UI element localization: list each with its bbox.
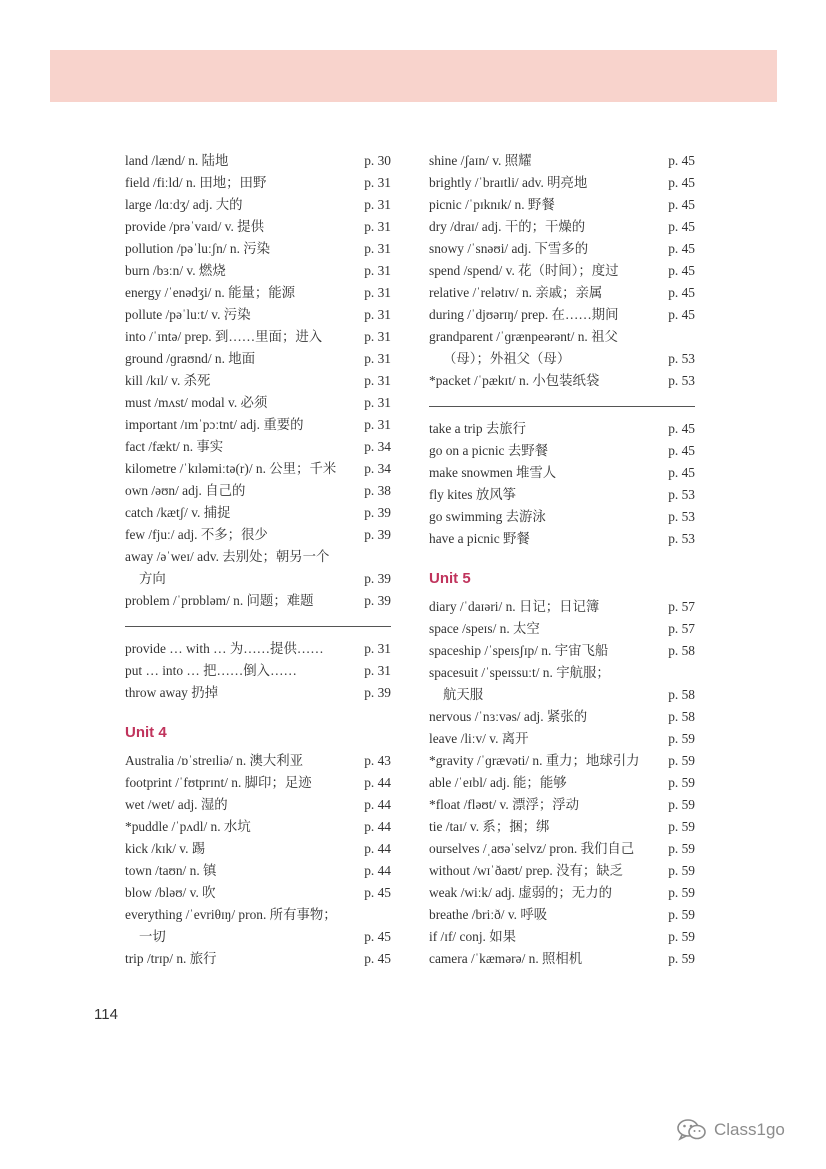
- vocab-entry: [429, 882, 695, 904]
- vocab-entry: [429, 216, 695, 238]
- vocab-word-definition: kill /kɪl/ v. 杀死: [125, 373, 211, 388]
- vocab-word-definition: wet /wet/ adj. 湿的: [125, 797, 228, 812]
- vocab-entry: [125, 392, 391, 414]
- vocab-entry-text: [125, 502, 357, 524]
- vocab-entry-text: [429, 860, 661, 882]
- vocab-entry-text: [429, 528, 661, 550]
- vocab-entry: [429, 860, 695, 882]
- vocab-page-ref: p. 59: [668, 951, 695, 966]
- vocab-entry-text: [429, 304, 661, 326]
- vocab-page-ref: p. 31: [364, 263, 391, 278]
- vocab-entry-text: [429, 326, 661, 370]
- vocab-page-ref: p. 34: [364, 461, 391, 476]
- vocab-entry-text: [429, 238, 661, 260]
- vocab-word-definition: blow /bləʊ/ v. 吹: [125, 885, 216, 900]
- vocab-entry: [125, 436, 391, 458]
- vocab-page-ref: p. 31: [364, 285, 391, 300]
- vocab-word-definition: tie /taɪ/ v. 系；捆；绑: [429, 819, 550, 834]
- vocab-entry: [429, 750, 695, 772]
- vocab-page-ref: p. 43: [364, 753, 391, 768]
- vocab-entry: [125, 750, 391, 772]
- vocab-page-ref: p. 31: [364, 641, 391, 656]
- vocab-entry-text: [429, 418, 661, 440]
- vocab-entry-text: [429, 816, 661, 838]
- vocab-entry-text: [125, 638, 357, 660]
- vocab-entry: [125, 502, 391, 524]
- vocab-page-ref: p. 38: [364, 483, 391, 498]
- vocab-page-ref: p. 58: [668, 643, 695, 658]
- vocab-entry: [125, 682, 391, 704]
- vocab-definition-continuation: （母）；外祖父（母）: [443, 351, 571, 366]
- vocab-word-definition: Australia /ɒˈstreɪliə/ n. 澳大利亚: [125, 753, 304, 768]
- vocab-entry: [125, 216, 391, 238]
- vocab-page-ref: p. 59: [668, 929, 695, 944]
- vocab-page-ref: p. 39: [364, 527, 391, 542]
- vocab-entry-text: [429, 772, 661, 794]
- vocab-page-ref: p. 45: [668, 285, 695, 300]
- vocab-entry: [125, 150, 391, 172]
- vocab-word-definition: important /ɪmˈpɔːtnt/ adj. 重要的: [125, 417, 304, 432]
- vocab-entry: [125, 948, 391, 970]
- vocab-entry-text: [429, 370, 661, 392]
- vocab-entry: [125, 660, 391, 682]
- vocab-page-ref: p. 44: [364, 841, 391, 856]
- vocab-entry: [125, 590, 391, 612]
- vocab-entry-text: [125, 304, 357, 326]
- vocab-page-ref: p. 53: [668, 351, 695, 366]
- vocabulary-column-left: [125, 150, 391, 970]
- vocab-entry: [125, 304, 391, 326]
- vocab-entry-text: [429, 728, 661, 750]
- vocab-page-ref: p. 45: [668, 153, 695, 168]
- vocab-page-ref: p. 39: [364, 593, 391, 608]
- vocab-entry-text: [429, 506, 661, 528]
- vocab-entry-text: [429, 194, 661, 216]
- vocab-word-definition: fact /fækt/ n. 事实: [125, 439, 224, 454]
- vocab-entry-text: [125, 904, 357, 948]
- vocab-page-ref: p. 59: [668, 775, 695, 790]
- vocab-word-definition: few /fjuː/ adj. 不多；很少: [125, 527, 268, 542]
- vocab-page-ref: p. 45: [668, 465, 695, 480]
- vocab-entry: [125, 370, 391, 392]
- vocab-word-definition: town /taʊn/ n. 镇: [125, 863, 217, 878]
- vocab-entry: [125, 816, 391, 838]
- vocab-entry: [429, 172, 695, 194]
- vocab-entry: [429, 794, 695, 816]
- vocab-entry-text: [125, 392, 357, 414]
- vocab-entry: [429, 528, 695, 550]
- vocab-entry: [429, 596, 695, 618]
- wechat-icon: [676, 1118, 708, 1142]
- vocab-entry-text: [429, 150, 661, 172]
- vocab-page-ref: p. 59: [668, 797, 695, 812]
- vocab-page-ref: p. 59: [668, 907, 695, 922]
- vocab-definition-continuation: 航天服: [443, 687, 484, 702]
- vocab-entry-text: [125, 436, 357, 458]
- vocab-entry-text: [125, 524, 357, 546]
- vocab-page-ref: p. 59: [668, 863, 695, 878]
- vocab-entry-text: [429, 706, 661, 728]
- vocab-page-ref: p. 58: [668, 687, 695, 702]
- vocab-entry: [429, 640, 695, 662]
- vocab-page-ref: p. 31: [364, 175, 391, 190]
- vocab-page-ref: p. 59: [668, 753, 695, 768]
- vocab-word-definition: go on a picnic 去野餐: [429, 443, 549, 458]
- vocab-entry: [429, 370, 695, 392]
- vocab-page-ref: p. 44: [364, 775, 391, 790]
- vocab-entry: [125, 772, 391, 794]
- vocab-entry: [429, 506, 695, 528]
- vocab-entry: [125, 282, 391, 304]
- vocab-word-definition: footprint /ˈfʊtprɪnt/ n. 脚印；足迹: [125, 775, 312, 790]
- watermark-text: Class1go: [714, 1120, 785, 1139]
- vocab-entry: [125, 458, 391, 480]
- vocab-page-ref: p. 31: [364, 307, 391, 322]
- vocab-entry: [429, 282, 695, 304]
- vocab-word-definition: energy /ˈenədʒi/ n. 能量；能源: [125, 285, 296, 300]
- vocab-page-ref: p. 59: [668, 841, 695, 856]
- vocab-page-ref: p. 39: [364, 571, 391, 586]
- vocab-word-definition: land /lænd/ n. 陆地: [125, 153, 229, 168]
- vocab-word-definition: away /əˈweɪ/ adv. 去别处；朝另一个: [125, 549, 330, 564]
- vocab-entry-text: [125, 772, 357, 794]
- vocab-entry-text: [429, 926, 661, 948]
- vocab-entry-text: [125, 660, 357, 682]
- vocab-entry-text: [125, 348, 357, 370]
- vocab-word-definition: space /speɪs/ n. 太空: [429, 621, 540, 636]
- vocab-entry-text: [429, 948, 661, 970]
- vocab-word-definition: dry /draɪ/ adj. 干的；干燥的: [429, 219, 586, 234]
- vocab-entry: [125, 860, 391, 882]
- vocab-entry: [429, 618, 695, 640]
- vocab-page-ref: p. 45: [668, 421, 695, 436]
- vocab-word-definition: problem /ˈprɒbləm/ n. 问题；难题: [125, 593, 314, 608]
- vocab-word-definition: provide … with … 为……提供……: [125, 641, 324, 656]
- vocab-entry-text: [125, 816, 357, 838]
- vocab-word-definition: spend /spend/ v. 花（时间）；度过: [429, 263, 619, 278]
- header-band: [50, 50, 777, 102]
- vocab-word-definition: take a trip 去旅行: [429, 421, 527, 436]
- vocab-entry: [429, 706, 695, 728]
- vocab-word-definition: kilometre /ˈkɪləmiːtə(r)/ n. 公里；千米: [125, 461, 337, 476]
- vocab-page-ref: p. 45: [668, 263, 695, 278]
- vocab-entry-text: [429, 838, 661, 860]
- vocab-entry: [429, 326, 695, 370]
- vocab-entry-text: [429, 596, 661, 618]
- vocab-entry-text: [125, 370, 357, 392]
- vocab-word-definition: camera /ˈkæmərə/ n. 照相机: [429, 951, 583, 966]
- vocab-page-ref: p. 31: [364, 373, 391, 388]
- vocab-entry-text: [125, 546, 357, 590]
- vocab-page-ref: p. 31: [364, 197, 391, 212]
- vocab-entry: [125, 172, 391, 194]
- vocab-entry: [125, 838, 391, 860]
- vocab-entry: [125, 326, 391, 348]
- vocab-entry: [429, 304, 695, 326]
- vocab-word-definition: burn /bɜːn/ v. 燃烧: [125, 263, 226, 278]
- vocab-entry-text: [125, 948, 357, 970]
- vocab-word-definition: *packet /ˈpækɪt/ n. 小包装纸袋: [429, 373, 600, 388]
- vocab-entry: [429, 418, 695, 440]
- vocab-entry: [429, 904, 695, 926]
- vocab-page-ref: p. 44: [364, 863, 391, 878]
- vocab-entry-text: [125, 216, 357, 238]
- vocab-word-definition: *gravity /ˈɡrævəti/ n. 重力；地球引力: [429, 753, 640, 768]
- vocab-page-ref: p. 39: [364, 505, 391, 520]
- vocab-word-definition: go swimming 去游泳: [429, 509, 546, 524]
- vocab-word-definition: fly kites 放风筝: [429, 487, 517, 502]
- vocab-entry-text: [429, 172, 661, 194]
- vocab-page-ref: p. 31: [364, 417, 391, 432]
- vocab-word-definition: shine /ʃaɪn/ v. 照耀: [429, 153, 532, 168]
- vocab-word-definition: pollution /pəˈluːʃn/ n. 污染: [125, 241, 271, 256]
- vocab-word-definition: catch /kætʃ/ v. 捕捉: [125, 505, 231, 520]
- vocab-page-ref: p. 34: [364, 439, 391, 454]
- vocab-entry-text: [125, 590, 357, 612]
- vocab-page-ref: p. 58: [668, 709, 695, 724]
- vocab-word-definition: into /ˈɪntə/ prep. 到……里面；进入: [125, 329, 323, 344]
- vocab-word-definition: *float /fləʊt/ v. 漂浮；浮动: [429, 797, 580, 812]
- vocab-word-definition: spaceship /ˈspeɪsʃɪp/ n. 宇宙飞船: [429, 643, 609, 658]
- vocab-entry-text: [429, 640, 661, 662]
- vocab-entry-text: [429, 216, 661, 238]
- vocab-entry-text: [429, 662, 661, 706]
- section-divider: [429, 406, 695, 407]
- vocab-entry: [125, 546, 391, 590]
- vocab-page-ref: p. 53: [668, 531, 695, 546]
- vocab-page-ref: p. 31: [364, 351, 391, 366]
- page-number: 114: [94, 1006, 118, 1023]
- vocab-page-ref: p. 59: [668, 885, 695, 900]
- vocab-entry-text: [125, 238, 357, 260]
- vocab-page-ref: p. 45: [668, 443, 695, 458]
- vocab-word-definition: field /fiːld/ n. 田地；田野: [125, 175, 267, 190]
- vocab-entry-text: [125, 458, 357, 480]
- vocab-page-ref: p. 31: [364, 329, 391, 344]
- vocab-word-definition: if /ɪf/ conj. 如果: [429, 929, 517, 944]
- vocab-page-ref: p. 45: [668, 219, 695, 234]
- vocab-entry-text: [125, 150, 357, 172]
- vocab-entry: [125, 638, 391, 660]
- vocab-entry: [125, 194, 391, 216]
- vocab-entry-text: [125, 682, 357, 704]
- vocab-entry: [429, 462, 695, 484]
- vocab-entry: [429, 948, 695, 970]
- vocab-entry-text: [125, 414, 357, 436]
- vocab-entry-text: [429, 462, 661, 484]
- vocab-word-definition: provide /prəˈvaɪd/ v. 提供: [125, 219, 264, 234]
- vocab-entry-text: [125, 282, 357, 304]
- vocab-page-ref: p. 57: [668, 621, 695, 636]
- vocab-entry-text: [125, 480, 357, 502]
- vocab-page-ref: p. 31: [364, 241, 391, 256]
- vocab-word-definition: leave /liːv/ v. 离开: [429, 731, 529, 746]
- vocab-page-ref: p. 44: [364, 819, 391, 834]
- vocab-entry: [429, 440, 695, 462]
- vocab-word-definition: ground /ɡraʊnd/ n. 地面: [125, 351, 256, 366]
- vocab-word-definition: snowy /ˈsnəʊi/ adj. 下雪多的: [429, 241, 589, 256]
- vocab-word-definition: own /əʊn/ adj. 自己的: [125, 483, 246, 498]
- vocab-page-ref: p. 53: [668, 509, 695, 524]
- section-divider: [125, 626, 391, 627]
- vocab-page-ref: p. 45: [668, 307, 695, 322]
- vocab-word-definition: grandparent /ˈɡrænpeərənt/ n. 祖父: [429, 329, 618, 344]
- vocab-entry: [429, 728, 695, 750]
- vocab-entry-text: [429, 282, 661, 304]
- unit-heading: Unit 4: [125, 724, 167, 741]
- vocab-entry-text: [125, 260, 357, 282]
- vocab-page-ref: p. 45: [668, 197, 695, 212]
- vocab-entry-text: [125, 194, 357, 216]
- vocab-entry-text: [429, 618, 661, 640]
- vocab-entry: [125, 524, 391, 546]
- vocab-entry-text: [125, 750, 357, 772]
- vocab-word-definition: diary /ˈdaɪəri/ n. 日记；日记簿: [429, 599, 600, 614]
- vocab-word-definition: put … into … 把……倒入……: [125, 663, 297, 678]
- vocab-definition-continuation: 方向: [139, 571, 166, 586]
- vocab-word-definition: during /ˈdjʊərɪŋ/ prep. 在……期间: [429, 307, 619, 322]
- vocab-word-definition: picnic /ˈpɪknɪk/ n. 野餐: [429, 197, 555, 212]
- vocab-page-ref: p. 53: [668, 373, 695, 388]
- vocab-word-definition: breathe /briːð/ v. 呼吸: [429, 907, 548, 922]
- vocab-word-definition: ourselves /ˌaʊəˈselvz/ pron. 我们自己: [429, 841, 635, 856]
- vocab-page-ref: p. 31: [364, 663, 391, 678]
- vocab-page-ref: p. 45: [364, 951, 391, 966]
- vocab-word-definition: relative /ˈrelətɪv/ n. 亲戚；亲属: [429, 285, 603, 300]
- vocab-entry-text: [429, 794, 661, 816]
- vocab-word-definition: able /ˈeɪbl/ adj. 能；能够: [429, 775, 567, 790]
- vocab-page-ref: p. 39: [364, 685, 391, 700]
- vocab-page-ref: p. 45: [668, 175, 695, 190]
- vocab-entry: [429, 238, 695, 260]
- vocab-word-definition: without /wɪˈðaʊt/ prep. 没有；缺乏: [429, 863, 624, 878]
- vocab-page-ref: p. 30: [364, 153, 391, 168]
- vocab-entry-text: [125, 794, 357, 816]
- vocab-word-definition: make snowmen 堆雪人: [429, 465, 557, 480]
- vocab-entry-text: [429, 904, 661, 926]
- vocab-word-definition: nervous /ˈnɜːvəs/ adj. 紧张的: [429, 709, 588, 724]
- vocab-word-definition: large /lɑːdʒ/ adj. 大的: [125, 197, 243, 212]
- vocab-word-definition: must /mʌst/ modal v. 必须: [125, 395, 268, 410]
- vocab-entry-text: [429, 440, 661, 462]
- vocab-page-ref: p. 57: [668, 599, 695, 614]
- vocab-word-definition: pollute /pəˈluːt/ v. 污染: [125, 307, 251, 322]
- vocab-page-ref: p. 45: [668, 241, 695, 256]
- vocab-entry-text: [125, 838, 357, 860]
- vocab-page-ref: p. 31: [364, 219, 391, 234]
- vocab-entry-text: [125, 326, 357, 348]
- vocab-entry: [429, 194, 695, 216]
- vocab-word-definition: kick /kɪk/ v. 踢: [125, 841, 206, 856]
- vocab-entry: [429, 260, 695, 282]
- vocab-page-ref: p. 53: [668, 487, 695, 502]
- vocab-entry: [125, 904, 391, 948]
- vocab-entry: [125, 238, 391, 260]
- vocab-entry-text: [429, 750, 661, 772]
- vocab-word-definition: have a picnic 野餐: [429, 531, 530, 546]
- watermark: [676, 1118, 785, 1142]
- vocab-page-ref: p. 31: [364, 395, 391, 410]
- vocab-entry: [125, 882, 391, 904]
- vocab-page-ref: p. 59: [668, 819, 695, 834]
- vocab-entry-text: [125, 860, 357, 882]
- vocab-entry-text: [429, 260, 661, 282]
- vocab-page-ref: p. 45: [364, 929, 391, 944]
- vocab-entry: [125, 414, 391, 436]
- vocab-entry: [429, 772, 695, 794]
- vocab-word-definition: weak /wiːk/ adj. 虚弱的；无力的: [429, 885, 612, 900]
- vocab-word-definition: spacesuit /ˈspeɪssuːt/ n. 宇航服；: [429, 665, 610, 680]
- vocab-entry: [125, 260, 391, 282]
- vocab-entry: [429, 838, 695, 860]
- unit-heading: Unit 5: [429, 570, 471, 587]
- vocab-page-ref: p. 44: [364, 797, 391, 812]
- vocab-entry: [429, 926, 695, 948]
- vocab-entry-text: [125, 882, 357, 904]
- vocab-entry: [125, 794, 391, 816]
- vocab-word-definition: *puddle /ˈpʌdl/ n. 水坑: [125, 819, 251, 834]
- vocab-page-ref: p. 59: [668, 731, 695, 746]
- vocab-word-definition: everything /ˈevriθɪŋ/ pron. 所有事物；: [125, 907, 337, 922]
- vocab-entry-text: [429, 882, 661, 904]
- vocab-entry: [429, 816, 695, 838]
- vocabulary-column-right: [429, 150, 695, 970]
- vocab-entry: [429, 484, 695, 506]
- vocab-entry: [125, 480, 391, 502]
- vocab-word-definition: trip /trɪp/ n. 旅行: [125, 951, 217, 966]
- vocab-word-definition: throw away 扔掉: [125, 685, 218, 700]
- vocab-entry-text: [429, 484, 661, 506]
- vocab-entry: [429, 662, 695, 706]
- vocab-word-definition: brightly /ˈbraɪtli/ adv. 明亮地: [429, 175, 588, 190]
- vocab-entry: [125, 348, 391, 370]
- vocab-definition-continuation: 一切: [139, 929, 166, 944]
- vocab-entry: [429, 150, 695, 172]
- vocab-page-ref: p. 45: [364, 885, 391, 900]
- vocab-entry-text: [125, 172, 357, 194]
